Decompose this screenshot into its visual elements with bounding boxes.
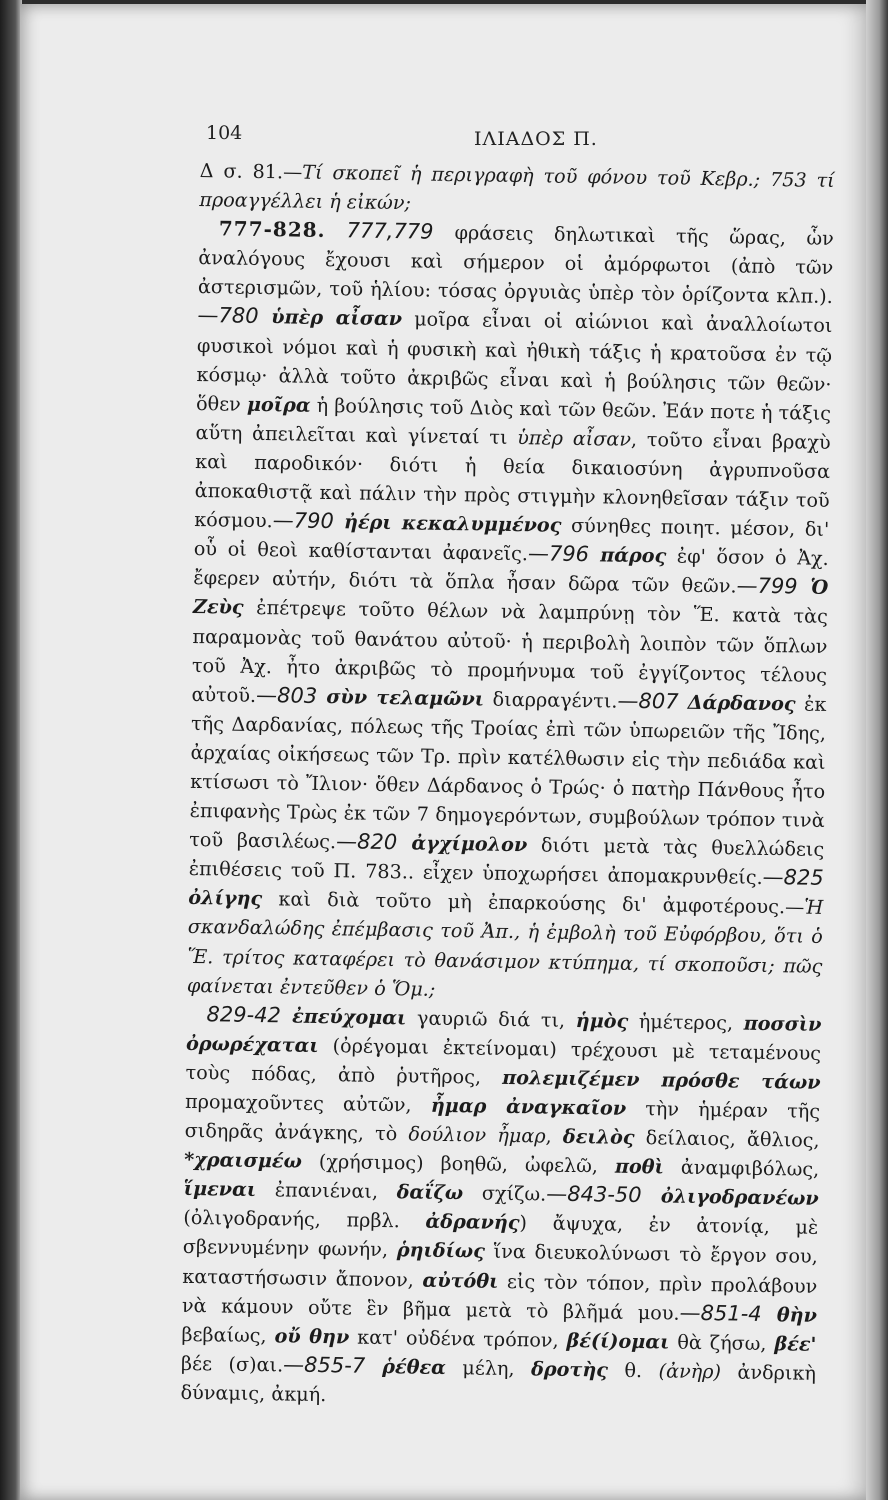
text-run: (χρήσιμος) βοηθῶ, ὠφελῶ, — [301, 1149, 616, 1178]
text-run: θὰ ζήσω, — [669, 1330, 775, 1355]
lemma: ἡμὸς — [575, 1008, 629, 1033]
verse-number: —796 — [527, 541, 601, 567]
lemma: ῥέθεα — [382, 1354, 447, 1379]
text-run: σύνηθες ποιητ. μέσον, δι' οὗ οἱ θεοὶ καθίστανται ἀφανεῖς. — [193, 513, 830, 566]
lemma-italic: ὑπὲρ αἶσαν — [517, 425, 632, 451]
text-run: βεβαίως, — [181, 1322, 275, 1348]
lemma: δειλὸς — [562, 1124, 635, 1150]
page-number: 104 — [206, 122, 243, 144]
text-run: (ὀρέγομαι ἐκτείνομαι) τρέχουσι μὲ τεταμένους τοὺς πόδας, ἀπὸ ῥυτῆρος, — [185, 1033, 822, 1089]
lemma: Ὁ Ζεὺς — [192, 575, 829, 620]
lemma: ἀγχίμολον — [411, 831, 528, 857]
text-run: θ. — [607, 1358, 659, 1383]
verse-number: —799 — [736, 573, 811, 599]
question-text: Ἡ σκανδαλώδης ἐπέμβασις τοῦ Ἀπ., ἡ ἐμβολὴ τοῦ Εὐφόρβου, ὅτι ὁ Ἕ. τρίτος καταφέρει τὸ θανάσιμον κτύπημα, τί σκοποῦσι; πῶς φαίνεται ἐντεῦθεν ὁ Ὅμ.; — [186, 895, 824, 1001]
verse-number: 829-42 — [206, 1001, 293, 1028]
text-run: ἐπανιέναι, — [255, 1178, 397, 1204]
question-text: Τί σκοπεῖ ἡ περιγραφὴ τοῦ φόνου τοῦ Κεβρ.; 753 τί προαγγέλλει ἡ εἰκών; — [199, 160, 835, 215]
text-run: ) ἄψυχα, ἐν ἀτονίᾳ, μὲ σβεννυμένην φωνήν, — [182, 1211, 819, 1262]
commentary-text — [180, 156, 835, 1417]
text-run: γαυριῶ διά τι, — [406, 1006, 576, 1032]
lemma: αὐτόθι — [422, 1268, 499, 1293]
text-run: Δ σ. 81.— — [199, 158, 303, 184]
text-run: ἐκ τῆς Δαρδανίας, πόλεως τῆς Τροίας ἐπὶ τῶν ὑπωρειῶν τῆς Ἴδης, ἀρχαίας οἰκήσεως τῶν Τρ. πρὶν κατέλθωσιν εἰς τὴν πεδιάδα καὶ κτίσωσι τὸ Ἴλιον· ὅθεν Δάρδανος ὁ Τρώς· ὁ πατὴρ Πάνθους ἦτο ἐπιφανὴς Τρὼς ἐκ τῶν 7 δημογερόντων, συμβούλων τρόπον τινὰ τοῦ βασιλέως. — [189, 692, 827, 854]
paragraph-777-828 — [187, 214, 834, 1009]
lemma: ἵμεναι — [183, 1177, 257, 1202]
text-run: διαρραγέντι. — [483, 687, 618, 713]
lemma: ποθὶ — [614, 1154, 665, 1179]
text-run: ἡμέτερος, — [628, 1009, 744, 1035]
text-run: ἐπέτρεψε τοῦτο θέλων νὰ λαμπρύνῃ τὸν Ἕ. κατὰ τὰς παραμονὰς τοῦ θανάτου αὐτοῦ· ἡ περιβολὴ λοιπὸν τῶν ὅπλων τοῦ Ἀχ. ἦτο ἀκριβῶς τὸ προμήνυμα τοῦ ἐγγίζοντος τέλους αὐτοῦ. — [191, 596, 829, 707]
lemma: *χραισμέω — [184, 1148, 302, 1173]
text-run: τὴν ἡμέραν τῆς σιδηρᾶς ἀνάγκης, τὸ — [184, 1096, 821, 1146]
verse-number: —807 — [617, 688, 688, 714]
lemma: ὀλίγης — [188, 886, 263, 911]
lemma: πολεμιζέμεν πρόσθε τάων — [502, 1065, 821, 1094]
lemma: δαΐζω — [396, 1180, 464, 1205]
text-run: φράσεις δηλωτικαὶ τῆς ὥρας, ὧν ἀναλόγους ἔχουσι καὶ σήμερον οἱ ἀμόρφωτοι (ἀπὸ τῶν ἀστερισμῶν, τοῦ ἡλίου: τόσας ὀργυιὰς ὑπὲρ τὸν ὁρίζοντα κλπ.). — [197, 221, 834, 309]
lemma: βέ(ί)ομαι — [566, 1328, 670, 1354]
lemma: ποσσὶν ὀρωρέχαται — [185, 1011, 822, 1057]
lemma: βέε' — [774, 1331, 817, 1356]
lemma-italic: δούλιον ἦμαρ — [408, 1122, 546, 1148]
text-run: ἐφ' ὅσον ὁ Ἀχ. ἔφερεν αὐτήν, διότι τὰ ὅπλα ἦσαν δῶρα τῶν θεῶν. — [193, 544, 829, 598]
verse-number: —855-7 — [282, 1352, 383, 1378]
verse-number: —843-50 — [546, 1181, 662, 1208]
lemma: δροτὴς — [530, 1357, 609, 1382]
paragraph-questions-753 — [199, 156, 835, 224]
text-run: ἵνα διευκολύνωσι τὸ ἔργον σου, καταστήσωσιν ἄπονον, — [182, 1240, 818, 1292]
verse-number: —851-4 — [679, 1300, 778, 1326]
page-right-edge — [866, 0, 888, 1500]
lemma-italic: (ἀνὴρ) — [658, 1359, 722, 1384]
lemma: ῥηιδίως — [396, 1238, 486, 1264]
text-run: καὶ διὰ τοῦτο μὴ ἐπαρκούσης δι' ἀμφοτέρους.— — [262, 887, 805, 919]
text-run: ἡ βούλησις τοῦ Διὸς καὶ τῶν θεῶν. Ἐάν ποτε ἡ τάξις αὕτη ἀπειλεῖται καὶ γίνεταί τι — [195, 393, 832, 449]
lemma: ἀδρανής — [425, 1210, 520, 1235]
lemma: θὴν — [776, 1302, 818, 1327]
text-run: διότι μετὰ τὰς θυελλώδεις ἐπιθέσεις τοῦ Π. 783.. εἶχεν ὑποχωρήσει ἀπομακρυνθείς. — [188, 833, 825, 890]
running-title: ΙΛΙΑΔΟΣ Π. — [474, 128, 598, 150]
verse-number: —780 — [197, 303, 272, 329]
text-run: , τοῦτο εἶναι βραχὺ καὶ παροδικόν· διότι ἡ θεία δικαιοσύνη ἀγρυπνοῦσα ἀποκαθιστᾷ καὶ πάλιν τὴν πρὸς στιγμὴν κλονηθεῖσαν τάξιν τοῦ κόσμου. — [194, 427, 831, 533]
lemma: οὔ θην — [274, 1324, 350, 1349]
paragraph-829-857 — [180, 1000, 821, 1417]
page-header — [206, 122, 646, 152]
text-run: , — [545, 1124, 564, 1148]
verse-number: 777,779 — [325, 218, 455, 245]
text-run: ἀναμφιβόλως, — [663, 1155, 820, 1182]
text-run: (ὀλιγοδρανής, πρβλ. — [183, 1206, 426, 1234]
text-run: κατ' οὐδένα τρόπον, — [349, 1325, 567, 1352]
text-run: βέε (σ)αι. — [180, 1351, 284, 1377]
text-run: ἀνδρικὴ δύναμις, ἀκμή. — [180, 1360, 817, 1407]
lemma: σὺν τελαμῶνι — [326, 684, 485, 711]
verse-number: —803 — [255, 682, 327, 708]
text-run: μοῖρα εἶναι οἱ αἰώνιοι καὶ ἀναλλοίωτοι φυσικοὶ νόμοι καὶ ἡ φυσικὴ καὶ ἠθικὴ τάξις ἡ κρατοῦσα ἐν τῷ κόσμῳ· ἀλλὰ τοῦτο ἀκριβῶς εἶναι καὶ ἡ βούλησις τῶν θεῶν· ὅθεν — [195, 307, 833, 416]
verse-number: —825 — [762, 865, 824, 891]
verse-range: 777-828. — [218, 216, 326, 243]
lemma: Δάρδανος — [687, 690, 796, 716]
verse-number: —820 — [335, 829, 412, 855]
text-run: προμαχοῦντες αὐτῶν, — [184, 1089, 431, 1117]
lemma: ὀλιγοδρανέων — [660, 1184, 819, 1211]
verse-number: —790 — [272, 508, 345, 534]
lemma: ἦμαρ ἀναγκαῖον — [430, 1093, 627, 1120]
page-left-shadow — [0, 0, 22, 1500]
lemma: ὑπὲρ αἶσαν — [271, 305, 403, 331]
lemma: μοῖρα — [246, 392, 311, 417]
text-run: εἰς τὸν τόπον, πρὶν προλάβουν νὰ κάμουν οὔτε ἓν βῆμα μετὰ τὸ βλῆμά μου. — [181, 1269, 818, 1325]
text-run: σχίζω. — [462, 1181, 547, 1206]
lemma: πάρος — [600, 543, 667, 568]
lemma: ἠέρι κεκαλυμμένος — [343, 510, 562, 537]
lemma: ἐπεύχομαι — [291, 1004, 407, 1030]
text-run: δείλαιος, ἄθλιος, — [634, 1126, 820, 1152]
text-run: μέλη, — [445, 1355, 532, 1381]
